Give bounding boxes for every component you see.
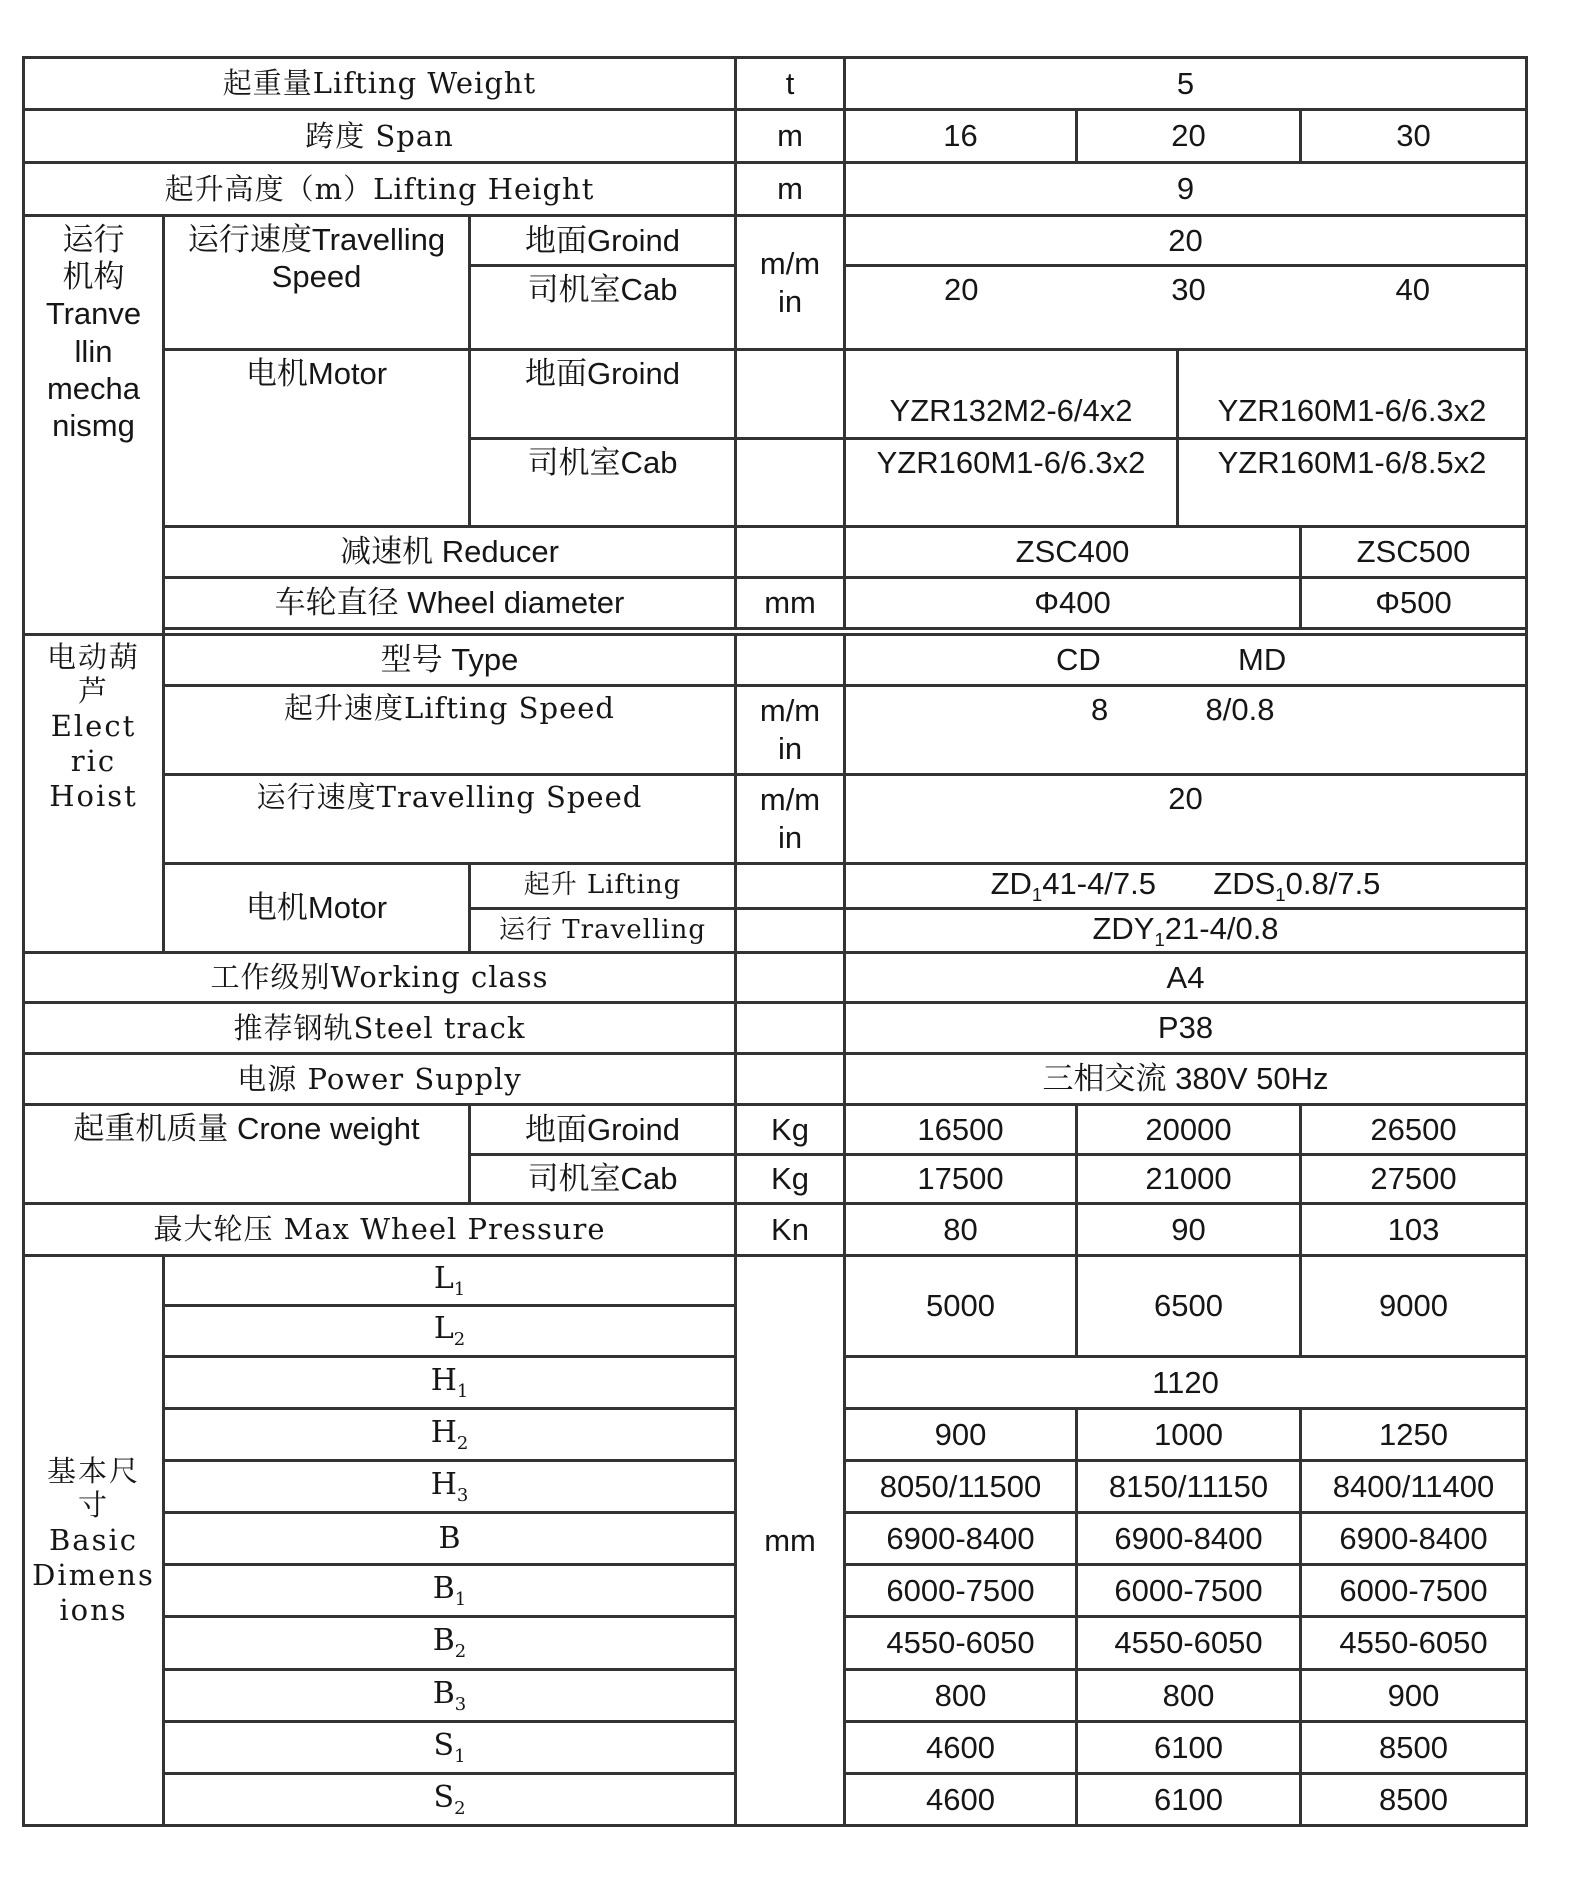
dim-H2-value-1: 900 — [845, 1409, 1077, 1461]
travel-speed-cab-label: 司机室Cab — [470, 266, 736, 350]
hoist-motor-travelling-model-b: 21-4/0.8 — [1164, 910, 1279, 946]
row-lifting-height — [24, 163, 1527, 216]
hoist-motor-travelling-value — [845, 908, 1527, 953]
lifting-weight-unit: t — [736, 58, 845, 110]
row-hoist-type — [24, 634, 1527, 685]
span-label: 跨度 Span — [24, 110, 736, 163]
dim-S2-value-1: 4600 — [845, 1774, 1077, 1826]
dim-B2-subscript: 2 — [454, 1641, 467, 1663]
dim-B-label: B — [164, 1513, 736, 1565]
power-supply-label: 电源 Power Supply — [24, 1054, 736, 1105]
travel-speed-label: 运行速度Travelling Speed — [164, 216, 470, 350]
dim-B2-value-1: 4550-6050 — [845, 1617, 1077, 1670]
lifting-height-value: 9 — [845, 163, 1527, 216]
hoist-lifting-speed-values — [845, 685, 1527, 774]
row-span — [24, 110, 1527, 163]
hoist-type-value-1: CD — [1056, 641, 1101, 677]
dim-B1-label — [164, 1565, 736, 1617]
row-max-wheel-pressure — [24, 1204, 1527, 1256]
dim-H2-subscript: 2 — [456, 1432, 469, 1454]
dim-L-value-1: 5000 — [845, 1256, 1077, 1357]
dim-S2-subscript: 2 — [454, 1797, 466, 1819]
reducer-value-1: ZSC400 — [845, 527, 1301, 578]
dim-L-value-3: 9000 — [1301, 1256, 1527, 1357]
hoist-type-unit — [736, 634, 845, 685]
hoist-travelling-speed-unit: m/m in — [736, 774, 845, 863]
dim-B3-value-2: 800 — [1077, 1670, 1301, 1722]
row-hoist-motor-lifting — [24, 863, 1527, 908]
travel-motor-ground-label: 地面Groind — [470, 350, 736, 439]
hoist-lifting-speed-value-2: 8/0.8 — [1205, 691, 1275, 727]
dim-H1-value: 1120 — [845, 1357, 1527, 1409]
dim-S1-subscript: 1 — [454, 1745, 466, 1767]
hoist-lifting-speed-unit: m/m in — [736, 685, 845, 774]
hoist-motor-lifting-model-c: ZDS — [1213, 865, 1276, 901]
dim-H3-value-3: 8400/11400 — [1301, 1461, 1527, 1513]
max-wheel-pressure-unit: Kn — [736, 1204, 845, 1256]
travel-motor-cab-unit — [736, 439, 845, 527]
dim-H1-subscript: 1 — [456, 1380, 469, 1402]
crane-weight-ground-value-3: 26500 — [1301, 1105, 1527, 1155]
wheel-diameter-value-2: Φ500 — [1301, 578, 1527, 629]
dim-B1-value-3: 6000-7500 — [1301, 1565, 1527, 1617]
dim-H1-label — [164, 1357, 736, 1409]
dim-B3-value-1: 800 — [845, 1670, 1077, 1722]
hoist-motor-lifting-model-a: ZD — [990, 865, 1032, 901]
dim-B1-symbol: B — [432, 1570, 455, 1606]
dim-B3-label — [164, 1670, 736, 1722]
dim-B3-value-3: 900 — [1301, 1670, 1527, 1722]
crane-spec-table — [22, 56, 1528, 1827]
dim-H3-label — [164, 1461, 736, 1513]
power-supply-value: 三相交流 380V 50Hz — [845, 1054, 1527, 1105]
row-power-supply — [24, 1054, 1527, 1105]
dim-L1-label — [164, 1256, 736, 1306]
travel-speed-cab-value-2: 30 — [1077, 266, 1301, 350]
span-value-2: 20 — [1077, 110, 1301, 163]
dim-S2-symbol: S — [433, 1779, 455, 1815]
crane-weight-cab-value-1: 17500 — [845, 1155, 1077, 1204]
hoist-motor-travelling-unit — [736, 908, 845, 953]
dim-B2-symbol: B — [432, 1623, 455, 1659]
dimensions-unit: mm — [736, 1256, 845, 1826]
travel-speed-cab-value-3: 40 — [1301, 266, 1527, 350]
dim-H3-value-2: 8150/11150 — [1077, 1461, 1301, 1513]
dim-H1-symbol: H — [430, 1362, 457, 1398]
dim-B2-value-2: 4550-6050 — [1077, 1617, 1301, 1670]
crane-weight-ground-unit: Kg — [736, 1105, 845, 1155]
dim-S1-value-3: 8500 — [1301, 1722, 1527, 1774]
row-dim-L1 — [24, 1256, 1527, 1306]
row-crane-weight-ground — [24, 1105, 1527, 1155]
reducer-unit — [736, 527, 845, 578]
span-value-1: 16 — [845, 110, 1077, 163]
row-reducer — [24, 527, 1527, 578]
hoist-motor-travelling-label: 运行 Travelling — [470, 908, 736, 953]
dimensions-group-label: 基本尺 寸 Basic Dimens ions — [24, 1256, 164, 1826]
travel-motor-ground-unit — [736, 350, 845, 439]
dim-B-value-1: 6900-8400 — [845, 1513, 1077, 1565]
row-wheel-diameter — [24, 578, 1527, 629]
travel-speed-cab-value-1: 20 — [845, 266, 1077, 350]
dim-H2-value-2: 1000 — [1077, 1409, 1301, 1461]
working-class-unit — [736, 953, 845, 1003]
hoist-group-label: 电动葫 芦 Elect ric Hoist — [24, 634, 164, 953]
crane-weight-cab-label: 司机室Cab — [470, 1155, 736, 1204]
crane-weight-ground-value-2: 20000 — [1077, 1105, 1301, 1155]
travel-motor-cab-value-2: YZR160M1-6/8.5x2 — [1178, 439, 1527, 527]
dim-S1-value-2: 6100 — [1077, 1722, 1301, 1774]
dim-L-value-2: 6500 — [1077, 1256, 1301, 1357]
hoist-lifting-speed-value-1: 8 — [1091, 691, 1109, 727]
hoist-motor-lifting-model-c-sub: 1 — [1275, 883, 1286, 905]
dim-S2-label — [164, 1774, 736, 1826]
dim-L2-symbol: L — [433, 1311, 454, 1347]
dim-H3-symbol: H — [430, 1466, 457, 1502]
travel-speed-ground-value: 20 — [845, 216, 1527, 266]
dim-L1-symbol: L — [433, 1260, 454, 1296]
hoist-motor-lifting-value — [845, 863, 1527, 908]
max-wheel-pressure-value-2: 90 — [1077, 1204, 1301, 1256]
max-wheel-pressure-label: 最大轮压 Max Wheel Pressure — [24, 1204, 736, 1256]
wheel-diameter-value-1: Φ400 — [845, 578, 1301, 629]
hoist-type-label: 型号 Type — [164, 634, 736, 685]
hoist-motor-lifting-model-b: 41-4/7.5 — [1042, 865, 1157, 901]
travel-speed-unit: m/m in — [736, 216, 845, 350]
hoist-motor-label: 电机Motor — [164, 863, 470, 953]
power-supply-unit — [736, 1054, 845, 1105]
hoist-motor-travelling-model-sub: 1 — [1154, 928, 1165, 950]
dim-L2-subscript: 2 — [453, 1329, 466, 1351]
dim-S1-value-1: 4600 — [845, 1722, 1077, 1774]
dim-H3-value-1: 8050/11500 — [845, 1461, 1077, 1513]
hoist-motor-travelling-model-a: ZDY — [1092, 910, 1155, 946]
working-class-value: A4 — [845, 953, 1527, 1003]
lifting-height-label: 起升高度（m）Lifting Height — [24, 163, 736, 216]
dim-B3-subscript: 3 — [454, 1693, 467, 1715]
working-class-label: 工作级别Working class — [24, 953, 736, 1003]
hoist-lifting-speed-label: 起升速度Lifting Speed — [164, 685, 736, 774]
crane-weight-cab-unit: Kg — [736, 1155, 845, 1204]
steel-track-value: P38 — [845, 1003, 1527, 1054]
wheel-diameter-label: 车轮直径 Wheel diameter — [164, 578, 736, 629]
hoist-travelling-speed-label: 运行速度Travelling Speed — [164, 774, 736, 863]
row-hoist-lifting-speed — [24, 685, 1527, 774]
max-wheel-pressure-value-1: 80 — [845, 1204, 1077, 1256]
travel-motor-label: 电机Motor — [164, 350, 470, 527]
dim-S2-value-2: 6100 — [1077, 1774, 1301, 1826]
dim-S1-symbol: S — [433, 1727, 455, 1763]
lifting-weight-label: 起重量Lifting Weight — [24, 58, 736, 110]
span-unit: m — [736, 110, 845, 163]
dim-L2-label — [164, 1306, 736, 1357]
reducer-label: 减速机 Reducer — [164, 527, 736, 578]
crane-weight-cab-value-3: 27500 — [1301, 1155, 1527, 1204]
wheel-diameter-unit: mm — [736, 578, 845, 629]
steel-track-unit — [736, 1003, 845, 1054]
row-travel-motor-ground — [24, 350, 1527, 439]
crane-weight-label: 起重机质量 Crone weight — [24, 1105, 470, 1204]
dim-S1-label — [164, 1722, 736, 1774]
reducer-value-2: ZSC500 — [1301, 527, 1527, 578]
hoist-type-value-2: MD — [1238, 641, 1287, 677]
travelling-mechanism-group-label: 运行 机构 Tranve llin mecha nismg — [24, 216, 164, 635]
hoist-motor-lifting-model-d: 0.8/7.5 — [1285, 865, 1381, 901]
hoist-motor-lifting-label: 起升 Lifting — [470, 863, 736, 908]
travel-motor-ground-value-2: YZR160M1-6/6.3x2 — [1178, 350, 1527, 439]
dim-B2-value-3: 4550-6050 — [1301, 1617, 1527, 1670]
hoist-type-values — [845, 634, 1527, 685]
lifting-weight-value: 5 — [845, 58, 1527, 110]
dim-B-value-3: 6900-8400 — [1301, 1513, 1527, 1565]
dim-B3-symbol: B — [432, 1675, 455, 1711]
hoist-motor-lifting-model-a-sub: 1 — [1031, 883, 1043, 905]
row-working-class — [24, 953, 1527, 1003]
dim-B1-value-1: 6000-7500 — [845, 1565, 1077, 1617]
row-steel-track — [24, 1003, 1527, 1054]
row-hoist-travelling-speed — [24, 774, 1527, 863]
max-wheel-pressure-value-3: 103 — [1301, 1204, 1527, 1256]
dim-S2-value-3: 8500 — [1301, 1774, 1527, 1826]
dim-B1-value-2: 6000-7500 — [1077, 1565, 1301, 1617]
crane-weight-ground-value-1: 16500 — [845, 1105, 1077, 1155]
row-lifting-weight — [24, 58, 1527, 110]
dim-B2-label — [164, 1617, 736, 1670]
travel-motor-cab-label: 司机室Cab — [470, 439, 736, 527]
hoist-motor-lifting-unit — [736, 863, 845, 908]
span-value-3: 30 — [1301, 110, 1527, 163]
lifting-height-unit: m — [736, 163, 845, 216]
dim-B-value-2: 6900-8400 — [1077, 1513, 1301, 1565]
dim-L1-subscript: 1 — [453, 1278, 466, 1300]
travel-motor-cab-value-1: YZR160M1-6/6.3x2 — [845, 439, 1178, 527]
steel-track-label: 推荐钢轨Steel track — [24, 1003, 736, 1054]
dim-H2-symbol: H — [430, 1414, 457, 1450]
dim-H2-label — [164, 1409, 736, 1461]
dim-H3-subscript: 3 — [456, 1484, 469, 1506]
row-travel-speed-ground — [24, 216, 1527, 266]
crane-weight-ground-label: 地面Groind — [470, 1105, 736, 1155]
dim-B1-subscript: 1 — [454, 1588, 467, 1610]
travel-motor-ground-value-1: YZR132M2-6/4x2 — [845, 350, 1178, 439]
dim-H2-value-3: 1250 — [1301, 1409, 1527, 1461]
crane-weight-cab-value-2: 21000 — [1077, 1155, 1301, 1204]
travel-speed-ground-label: 地面Groind — [470, 216, 736, 266]
hoist-travelling-speed-value: 20 — [845, 774, 1527, 863]
